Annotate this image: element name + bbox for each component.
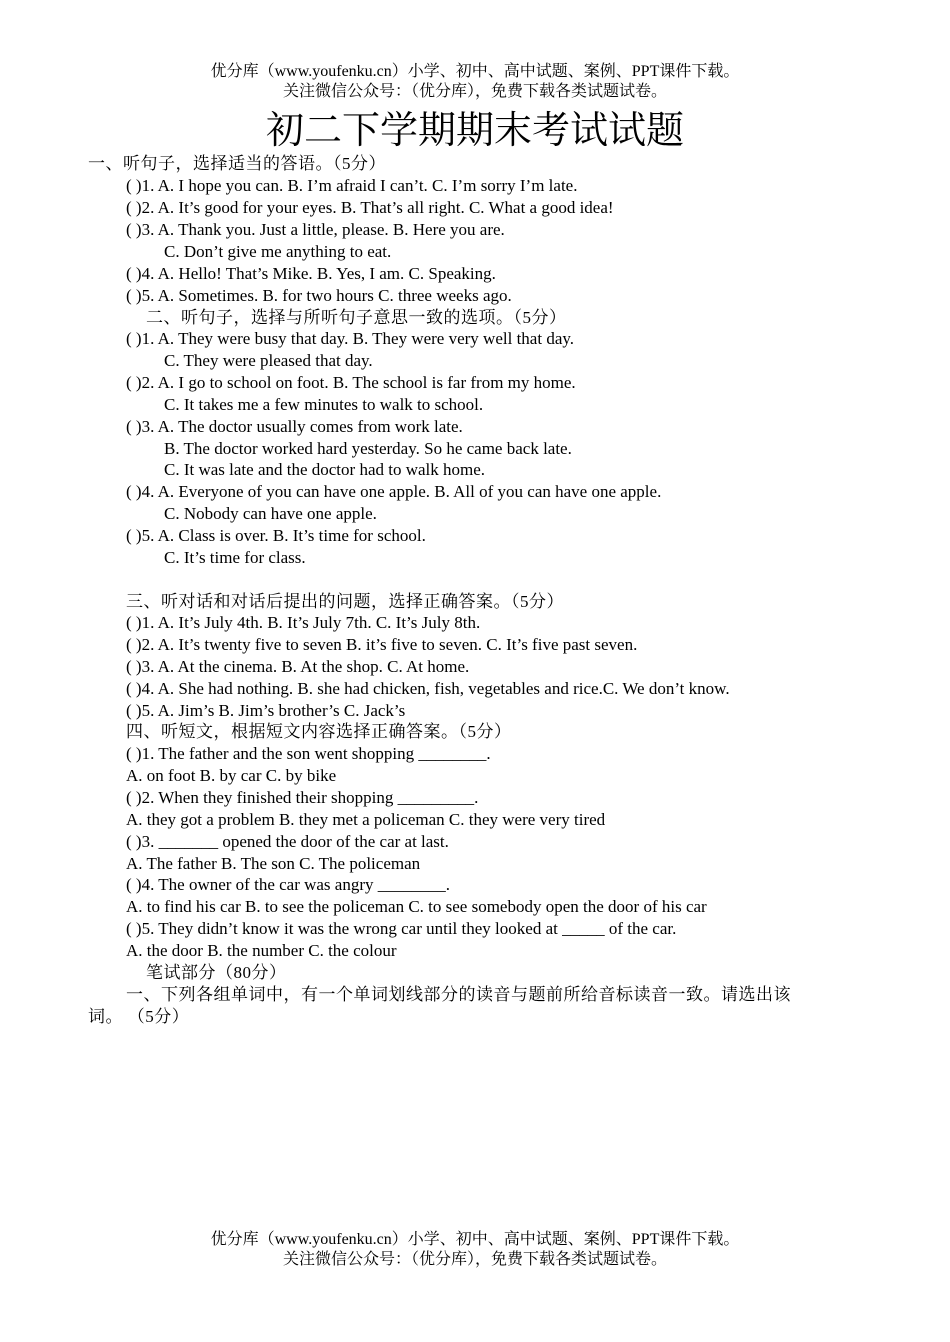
written-section-1-heading: 一、下列各组单词中，有一个单词划线部分的读音与题前所给音标读音一致。请选出该 xyxy=(126,985,791,1004)
question-line: ( )5. A. Class is over. B. It’s time for school. xyxy=(126,526,426,545)
written-section-1-heading-cont: 词。 （5分） xyxy=(88,1007,190,1026)
question-line: ( )2. When they finished their shopping _________. xyxy=(126,788,479,807)
question-line: ( )5. They didn’t know it was the wrong car until they looked at _____ of the car. xyxy=(126,919,677,938)
header-line-2: 关注微信公众号：（优分库），免费下载各类试题试卷。 xyxy=(282,83,667,100)
option-line: C. They were pleased that day. xyxy=(164,351,373,370)
header-line-1: 优分库（www.youfenku.cn）小学、初中、高中试题、案例、PPT课件下载。 xyxy=(210,63,740,80)
option-line: C. Nobody can have one apple. xyxy=(164,504,377,523)
section-2-heading: 二、听句子，选择与所听句子意思一致的选项。（5分） xyxy=(146,308,567,327)
footer-line-2: 关注微信公众号：（优分库），免费下载各类试题试卷。 xyxy=(282,1251,667,1268)
section-3-heading: 三、听对话和对话后提出的问题，选择正确答案。（5分） xyxy=(126,592,564,611)
option-line: C. It’s time for class. xyxy=(164,548,306,567)
written-part-heading: 笔试部分（80分） xyxy=(146,963,287,982)
option-line: A. they got a problem B. they met a policeman C. they were very tired xyxy=(126,810,606,829)
question-line: ( )2. A. It’s twenty five to seven B. it’s five to seven. C. It’s five past seven. xyxy=(126,635,638,654)
question-line: ( )1. A. They were busy that day. B. They were very well that day. xyxy=(126,329,575,348)
option-line: A. The father B. The son C. The policeman xyxy=(126,854,421,873)
footer-line-1: 优分库（www.youfenku.cn）小学、初中、高中试题、案例、PPT课件下载。 xyxy=(210,1231,740,1248)
question-line: ( )3. A. Thank you. Just a little, please. B. Here you are. xyxy=(126,220,505,239)
option-line: C. Don’t give me anything to eat. xyxy=(164,242,392,261)
question-line: ( )4. A. Hello! That’s Mike. B. Yes, I am. C. Speaking. xyxy=(126,264,496,283)
question-line: ( )2. A. I go to school on foot. B. The school is far from my home. xyxy=(126,373,576,392)
question-line: ( )3. A. The doctor usually comes from work late. xyxy=(126,417,463,436)
question-line: ( )3. A. At the cinema. B. At the shop. C. At home. xyxy=(126,657,470,676)
question-line: ( )1. A. I hope you can. B. I’m afraid I can’t. C. I’m sorry I’m late. xyxy=(126,176,578,195)
question-line: ( )5. A. Jim’s B. Jim’s brother’s C. Jack’s xyxy=(126,701,406,720)
section-4-heading: 四、听短文，根据短文内容选择正确答案。（5分） xyxy=(126,722,512,741)
page-title: 初二下学期期末考试试题 xyxy=(265,110,684,152)
option-line: C. It was late and the doctor had to walk home. xyxy=(164,460,486,479)
section-1-heading: 一、听句子，选择适当的答语。（5分） xyxy=(88,154,386,173)
question-line: ( )4. The owner of the car was angry ________. xyxy=(126,875,451,894)
question-line: ( )4. A. She had nothing. B. she had chicken, fish, vegetables and rice.C. We don’t know. xyxy=(126,679,730,698)
question-line: ( )2. A. It’s good for your eyes. B. That’s all right. C. What a good idea! xyxy=(126,198,614,217)
option-line: C. It takes me a few minutes to walk to school. xyxy=(164,395,484,414)
question-line: ( )5. A. Sometimes. B. for two hours C. three weeks ago. xyxy=(126,286,512,305)
question-line: ( )1. A. It’s July 4th. B. It’s July 7th. C. It’s July 8th. xyxy=(126,613,481,632)
option-line: A. on foot B. by car C. by bike xyxy=(126,766,337,785)
option-line: A. to find his car B. to see the policeman C. to see somebody open the door of his car xyxy=(126,897,707,916)
question-line: ( )3. _______ opened the door of the car at last. xyxy=(126,832,449,851)
question-line: ( )1. The father and the son went shopping ________. xyxy=(126,744,491,763)
question-line: ( )4. A. Everyone of you can have one apple. B. All of you can have one apple. xyxy=(126,482,662,501)
option-line: A. the door B. the number C. the colour xyxy=(126,941,397,960)
option-line: B. The doctor worked hard yesterday. So he came back late. xyxy=(164,439,572,458)
